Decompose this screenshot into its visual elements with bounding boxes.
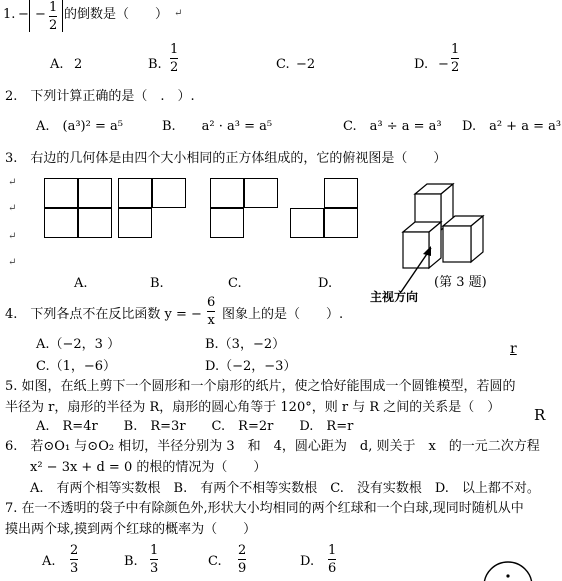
q1-option-b-label: B. <box>148 57 162 72</box>
q1-option-c-value: −2 <box>296 57 316 72</box>
return-mark: ↵ <box>8 203 17 214</box>
q3-label-a: A. <box>74 276 88 291</box>
q1-option-d-fraction: 1 2 <box>451 42 460 75</box>
return-mark: ↵ <box>8 231 17 242</box>
q3-view-d <box>290 178 358 238</box>
q7-option-c-label: C. <box>208 554 222 569</box>
q4-r-label: r <box>510 341 517 357</box>
q4-option-a: A.（−2，3 ） <box>36 337 121 352</box>
q1-option-c-label: C. <box>276 57 290 72</box>
q7-line2: 摸出两个球,摸到两个红球的概率为（ ） <box>5 522 257 537</box>
q3-label-c: C. <box>228 276 242 291</box>
q2-stem: 2. 下列计算正确的是（ . ）. <box>5 89 195 104</box>
return-mark: ↵ <box>174 8 183 19</box>
q1-option-a-value: 2 <box>74 57 83 72</box>
q4-option-c: C.（1，−6） <box>36 359 117 374</box>
q1-option-d-neg: − <box>438 57 449 72</box>
q6-line2: x² − 3x + d = 0 的根的情况为（ ） <box>30 460 267 475</box>
q3-view-b <box>118 178 186 238</box>
q6-line1: 6. 若⊙O₁ 与⊙O₂ 相切，半径分别为 3 和 4，圆心距为 d, 则关于 x 的一元二次方程 <box>5 439 540 454</box>
q4-fraction: 6 x <box>207 295 216 328</box>
q3-view-a <box>44 178 112 238</box>
return-mark: ↵ <box>8 257 17 268</box>
return-mark: ↵ <box>8 177 17 188</box>
q1-abs-neg: − <box>35 7 46 22</box>
q2-option-c: C. a³ ÷ a = a³ <box>343 119 442 134</box>
q1-option-d-label: D. <box>414 57 429 72</box>
q7-option-a-label: A. <box>42 554 56 569</box>
q3-stem: 3. 右边的几何体是由四个大小相同的正方体组成的，它的俯视图是（ ） <box>5 151 447 166</box>
q5-options: A. R=4r B. R=3r C. R=2r D. R=r <box>36 419 354 434</box>
q7-option-a-fraction: 2 3 <box>70 543 79 576</box>
q3-label-d: D. <box>318 276 333 291</box>
q7-option-b-fraction: 1 3 <box>150 543 159 576</box>
q7-option-d-label: D. <box>300 554 315 569</box>
q7-option-c-fraction: 2 9 <box>238 543 247 576</box>
q3-view-c <box>210 178 278 238</box>
q4-option-b: B.（3，−2） <box>205 337 286 352</box>
q3-arrow-label: 主视方向 <box>370 290 419 304</box>
q1-neg-sign: − <box>18 7 29 22</box>
q5-line2: 半径为 r，扇形的半径为 R，扇形的圆心角等于 120°，则 r 与 R 之间的关系是（ ） <box>5 400 501 415</box>
q4-stem-pre: 4. 下列各点不在反比函数 y = − <box>5 307 202 322</box>
q3-label-b: B. <box>150 276 164 291</box>
q7-option-d-fraction: 1 6 <box>328 543 337 576</box>
q2-option-a: A. (a³)² = a⁵ <box>36 119 123 134</box>
circle-figure-partial <box>480 556 540 581</box>
q1-abs-fraction: 1 2 <box>49 0 58 33</box>
q2-option-b: B. a² · a³ = a⁵ <box>162 119 273 134</box>
q7-line1: 7. 在一不透明的袋子中有除颜色外,形状大小均相同的两个红球和一个白球,现同时随机从中 <box>5 501 524 516</box>
q1-number: 1. <box>3 7 16 22</box>
q4-option-d: D.（−2，−3） <box>205 359 297 374</box>
q5-R-label: R <box>534 406 546 424</box>
q5-line1: 5. 如图，在纸上剪下一个圆形和一个扇形的纸片，使之恰好能围成一个圆锥模型，若圆的 <box>5 379 516 394</box>
q1-option-b-fraction: 1 2 <box>170 42 179 75</box>
q3-caption: (第 3 题) <box>434 275 487 290</box>
q7-option-b-label: B. <box>124 554 138 569</box>
q2-option-d: D. a² + a = a³ <box>462 119 562 134</box>
q6-options: A. 有两个相等实数根 B. 有两个不相等实数根 C. 没有实数根 D. 以上都不对。 <box>30 481 540 496</box>
q4-stem-post: 图象上的是（ ）. <box>222 307 344 322</box>
q1-stem: 的倒数是（ ） <box>64 7 169 22</box>
q1-option-a-label: A. <box>50 57 64 72</box>
